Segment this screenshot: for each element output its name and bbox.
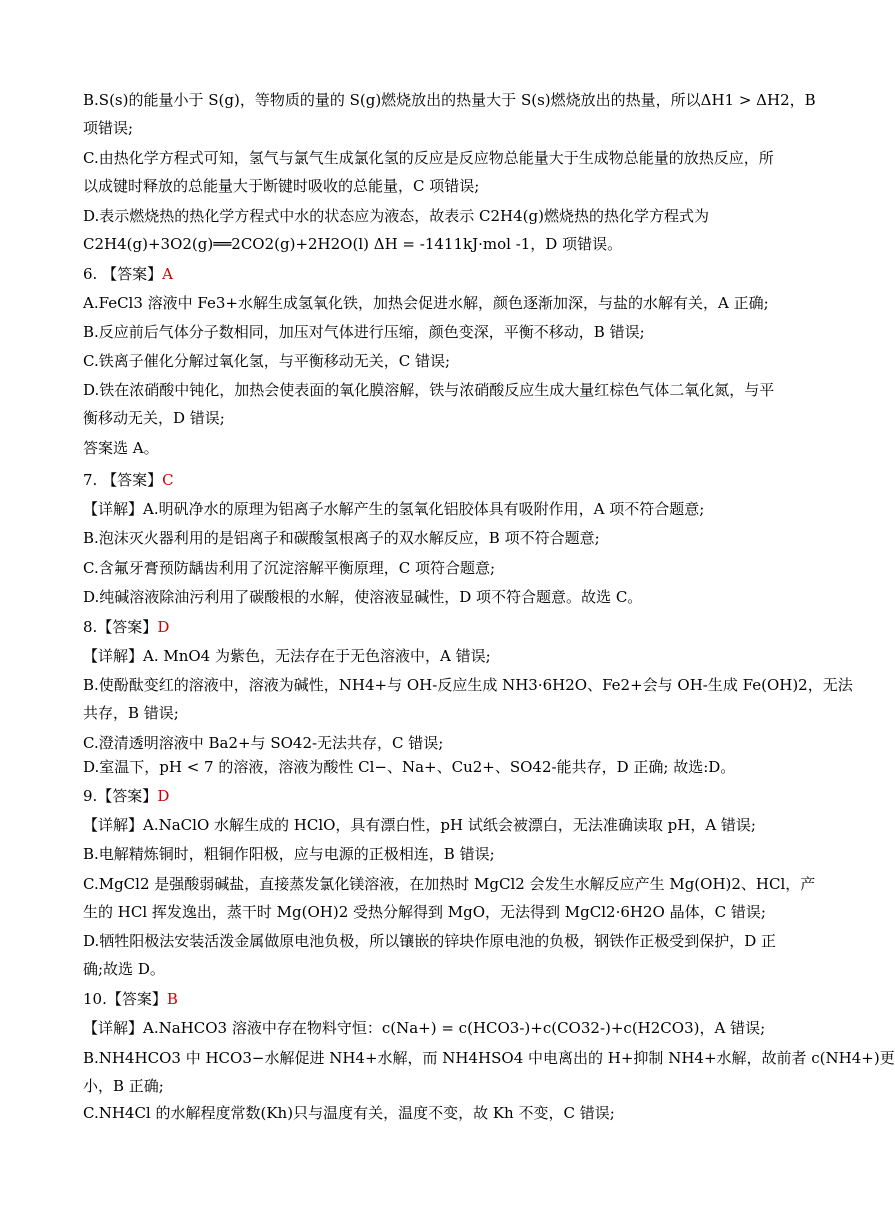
q8-option-c: C.澄清透明溶液中 Ba2+与 SO42-无法共存，C 错误; [83, 734, 444, 752]
q6-option-d-line1: D.铁在浓硝酸中钝化，加热会使表面的氧化膜溶解，铁与浓硝酸反应生成大量红棕色气体二氧化氮，与平 [83, 381, 775, 399]
q6-option-a: A.FeCl3 溶液中 Fe3+水解生成氢氧化铁，加热会促进水解，颜色逐渐加深，与盐的水解有关，A 正确; [83, 294, 769, 312]
q10-option-a: 【详解】A.NaHCO3 溶液中存在物料守恒：c(Na+) = c(HCO3-)+c(CO32-)+c(H2CO3)，A 错误; [83, 1019, 766, 1037]
q6-option-c: C.铁离子催化分解过氧化氢，与平衡移动无关，C 错误; [83, 352, 451, 370]
q8-option-d: D.室温下，pH < 7 的溶液，溶液为酸性 Cl−、Na+、Cu2+、SO42-能共存，D 正确; 故选:D。 [83, 758, 736, 776]
q10-answer: B [166, 990, 178, 1008]
q8-option-a: 【详解】A. MnO4 为紫色，无法存在于无色溶液中，A 错误; [83, 647, 491, 665]
q7-answer: C [162, 471, 174, 489]
q9-option-a: 【详解】A.NaClO 水解生成的 HClO，具有漂白性，pH 试纸会被漂白，无法准确读取 pH，A 错误; [83, 816, 756, 834]
q8-heading-label: 8.【答案】 [83, 618, 158, 636]
q9-option-c-line2: 生的 HCl 挥发逸出，蒸干时 Mg(OH)2 受热分解得到 MgO，无法得到 MgCl2·6H2O 晶体，C 错误; [83, 903, 766, 921]
q9-heading [83, 786, 793, 806]
q6-heading-label: 6. 【答案】 [83, 265, 163, 283]
q7-option-c: C.含氟牙膏预防龋齿利用了沉淀溶解平衡原理，C 项符合题意; [83, 559, 496, 577]
q5-option-c-line1: C.由热化学方程式可知，氢气与氯气生成氯化氢的反应是反应物总能量大于生成物总能量的放热反应，所 [83, 149, 774, 167]
q10-heading [83, 989, 793, 1009]
q7-option-b: B.泡沫灭火器利用的是铝离子和碳酸氢根离子的双水解反应，B 项不符合题意; [83, 529, 600, 547]
q7-option-d: D.纯碱溶液除油污利用了碳酸根的水解，使溶液显碱性，D 项不符合题意。故选 C。 [83, 588, 643, 606]
q6-option-d-line2: 衡移动无关，D 错误; [83, 409, 225, 427]
q9-option-c-line1: C.MgCl2 是强酸弱碱盐，直接蒸发氯化镁溶液，在加热时 MgCl2 会发生水解反应产生 Mg(OH)2、HCl，产 [83, 875, 816, 893]
q8-answer: D [157, 618, 170, 636]
q6-heading [83, 264, 793, 284]
q6-conclusion: 答案选 A。 [83, 439, 159, 457]
q5-option-c-line2: 以成键时释放的总能量大于断键时吸收的总能量，C 项错误; [83, 177, 480, 195]
q10-option-c: C.NH4Cl 的水解程度常数(Kh)只与温度有关，温度不变，故 Kh 不变，C 错误; [83, 1104, 615, 1122]
q10-heading-label: 10.【答案】 [83, 990, 167, 1008]
q7-option-a: 【详解】A.明矾净水的原理为铝离子水解产生的氢氧化铝胶体具有吸附作用，A 项不符合题意; [83, 500, 705, 518]
q7-heading [83, 470, 793, 490]
q8-heading [83, 617, 793, 637]
q6-option-b: B.反应前后气体分子数相同，加压对气体进行压缩，颜色变深，平衡不移动，B 错误; [83, 323, 645, 341]
q5-option-d-line2: C2H4(g)+3O2(g)══2CO2(g)+2H2O(l) ΔH = -1411kJ·mol -1，D 项错误。 [83, 235, 623, 253]
q6-answer: A [162, 265, 173, 283]
q9-heading-label: 9.【答案】 [83, 787, 158, 805]
q9-option-d-line2: 确;故选 D。 [83, 960, 165, 978]
q5-option-b-line1: B.S(s)的能量小于 S(g)，等物质的量的 S(g)燃烧放出的热量大于 S(s)燃烧放出的热量，所以ΔH1 > ΔH2，B [83, 91, 816, 109]
q7-heading-label: 7. 【答案】 [83, 471, 163, 489]
q9-answer: D [157, 787, 170, 805]
q9-option-b: B.电解精炼铜时，粗铜作阳极，应与电源的正极相连，B 错误; [83, 845, 495, 863]
q5-option-b-line2: 项错误; [83, 119, 134, 137]
q9-option-d-line1: D.牺牲阳极法安装活泼金属做原电池负极，所以镶嵌的锌块作原电池的负极，钢铁作正极受到保护，D 正 [83, 932, 777, 950]
q10-option-b-line1: B.NH4HCO3 中 HCO3−水解促进 NH4+水解，而 NH4HSO4 中电离出的 H+抑制 NH4+水解，故前者 c(NH4+)更 [83, 1049, 895, 1067]
q8-option-b-line2: 共存，B 错误; [83, 704, 179, 722]
q10-option-b-line2: 小，B 正确; [83, 1077, 164, 1095]
q8-option-b-line1: B.使酚酞变红的溶液中，溶液为碱性，NH4+与 OH-反应生成 NH3·6H2O、Fe2+会与 OH-生成 Fe(OH)2，无法 [83, 676, 853, 694]
q5-option-d-line1: D.表示燃烧热的热化学方程式中水的状态应为液态，故表示 C2H4(g)燃烧热的热化学方程式为 [83, 207, 709, 225]
